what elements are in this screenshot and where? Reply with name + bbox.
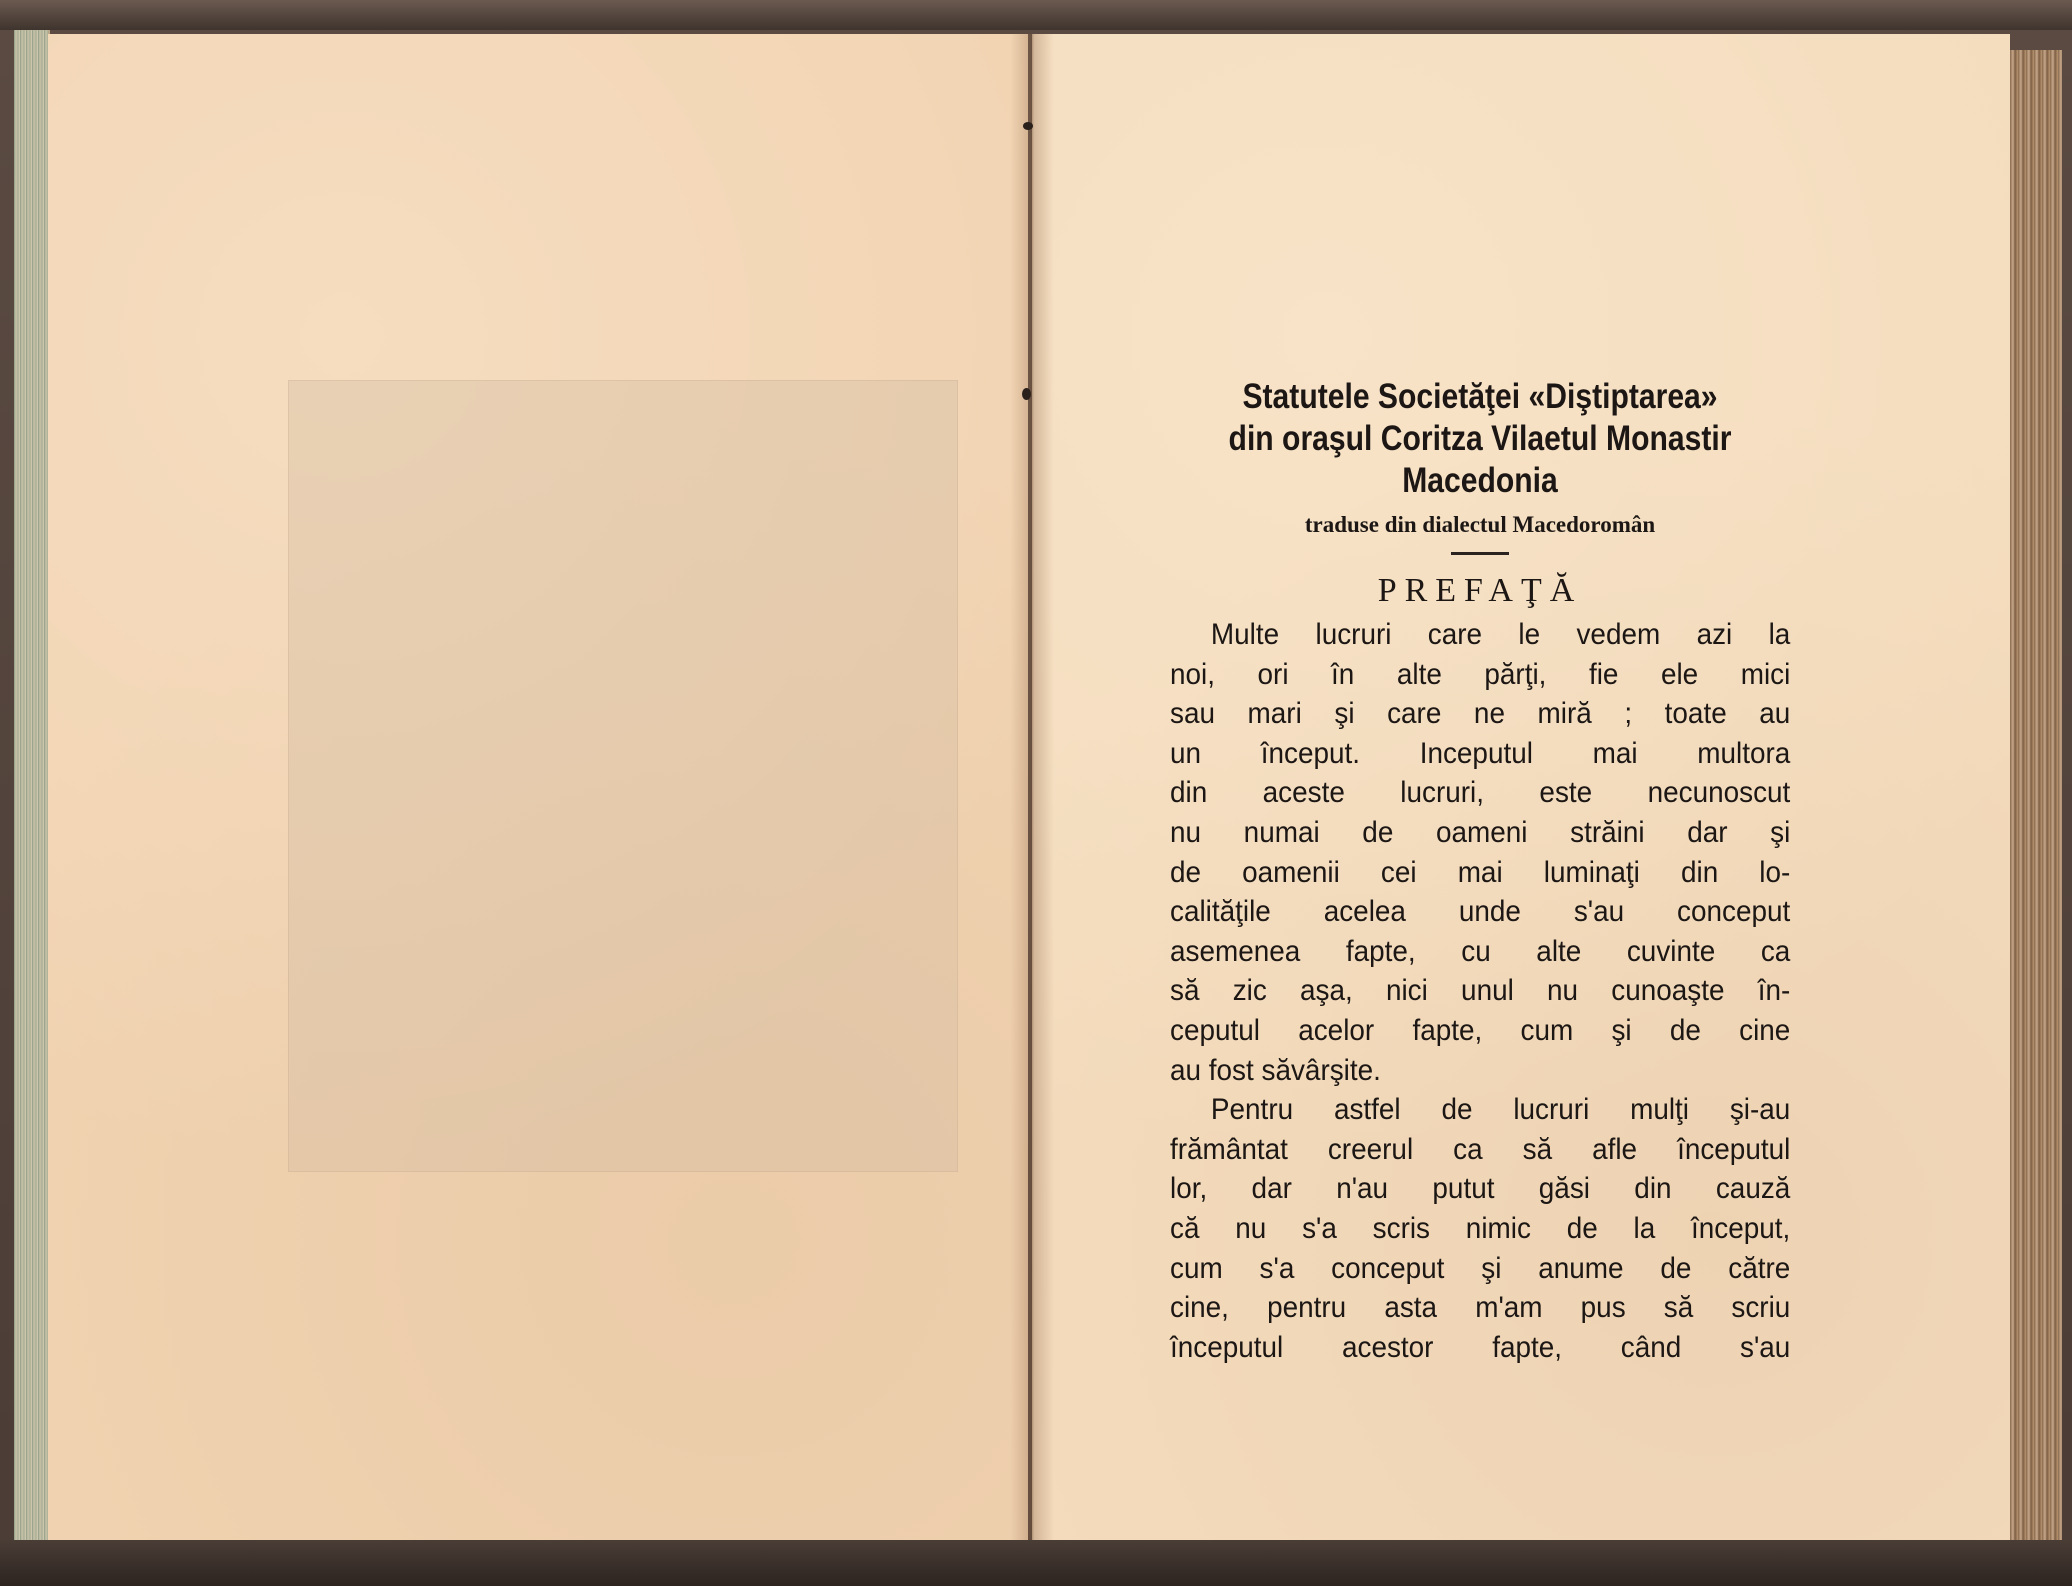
- separator-rule: [1451, 552, 1509, 555]
- book-gutter: [1010, 34, 1054, 1544]
- right-page-text: [1170, 376, 1790, 1367]
- text-line: lor, dar n'au putut găsi din cauză: [1170, 1172, 1791, 1206]
- book-cover-bottom-edge: [0, 1540, 2072, 1586]
- text-line: Pentru astfel de lucruri mulţi şi-au: [1210, 1093, 1791, 1127]
- binding-stitch: [1023, 122, 1033, 130]
- text-line: să zic aşa, nici unul nu cunoaşte în-: [1170, 974, 1791, 1008]
- bleed-through-image: [288, 380, 958, 1172]
- text-line: au fost săvârşite.: [1170, 1053, 1381, 1087]
- title-line: Macedonia: [1402, 461, 1558, 500]
- text-line: cine, pentru asta m'am pus să scriu: [1170, 1291, 1791, 1325]
- text-line: frământat creerul ca să afle începutul: [1170, 1132, 1791, 1166]
- book-cover-top-edge: [0, 0, 2072, 30]
- section-heading: PREFAŢĂ: [1377, 572, 1583, 609]
- text-line: asemenea fapte, cu alte cuvinte ca: [1170, 934, 1791, 968]
- text-line: noi, ori în alte părţi, fie ele mici: [1170, 657, 1791, 691]
- text-line: Multe lucruri care le vedem azi la: [1210, 618, 1791, 651]
- title-line: Statutele Societăţei «Diştiptarea»: [1242, 377, 1718, 416]
- document-subtitle: traduse din dialectul Macedoromân: [1304, 512, 1656, 537]
- text-line: nu numai de oameni străini dar şi: [1170, 815, 1791, 849]
- document-title: [1213, 376, 1746, 502]
- text-line: un început. Inceputul mai multora: [1170, 736, 1791, 770]
- title-line: din oraşul Coritza Vilaetul Monastir: [1228, 419, 1732, 458]
- left-page-edges: [14, 30, 50, 1545]
- right-page-edges: [2010, 50, 2062, 1550]
- binding-stitch: [1022, 388, 1031, 400]
- text-line: sau mari şi care ne miră ; toate au: [1170, 697, 1791, 731]
- text-line: de oamenii cei mai luminaţi din lo-: [1170, 855, 1791, 889]
- text-line: din aceste lucruri, este necunoscut: [1170, 776, 1791, 810]
- text-line: începutul acestor fapte, când s'au: [1170, 1330, 1791, 1364]
- text-line: că nu s'a scris nimic de la început,: [1170, 1211, 1791, 1245]
- paragraph-2: [1170, 1090, 1790, 1367]
- text-line: calităţile acelea unde s'au conceput: [1170, 895, 1791, 929]
- text-line: cum s'a conceput şi anume de către: [1170, 1251, 1791, 1285]
- paragraph-1: [1170, 615, 1790, 1090]
- text-line: ceputul acelor fapte, cum şi de cine: [1170, 1013, 1791, 1047]
